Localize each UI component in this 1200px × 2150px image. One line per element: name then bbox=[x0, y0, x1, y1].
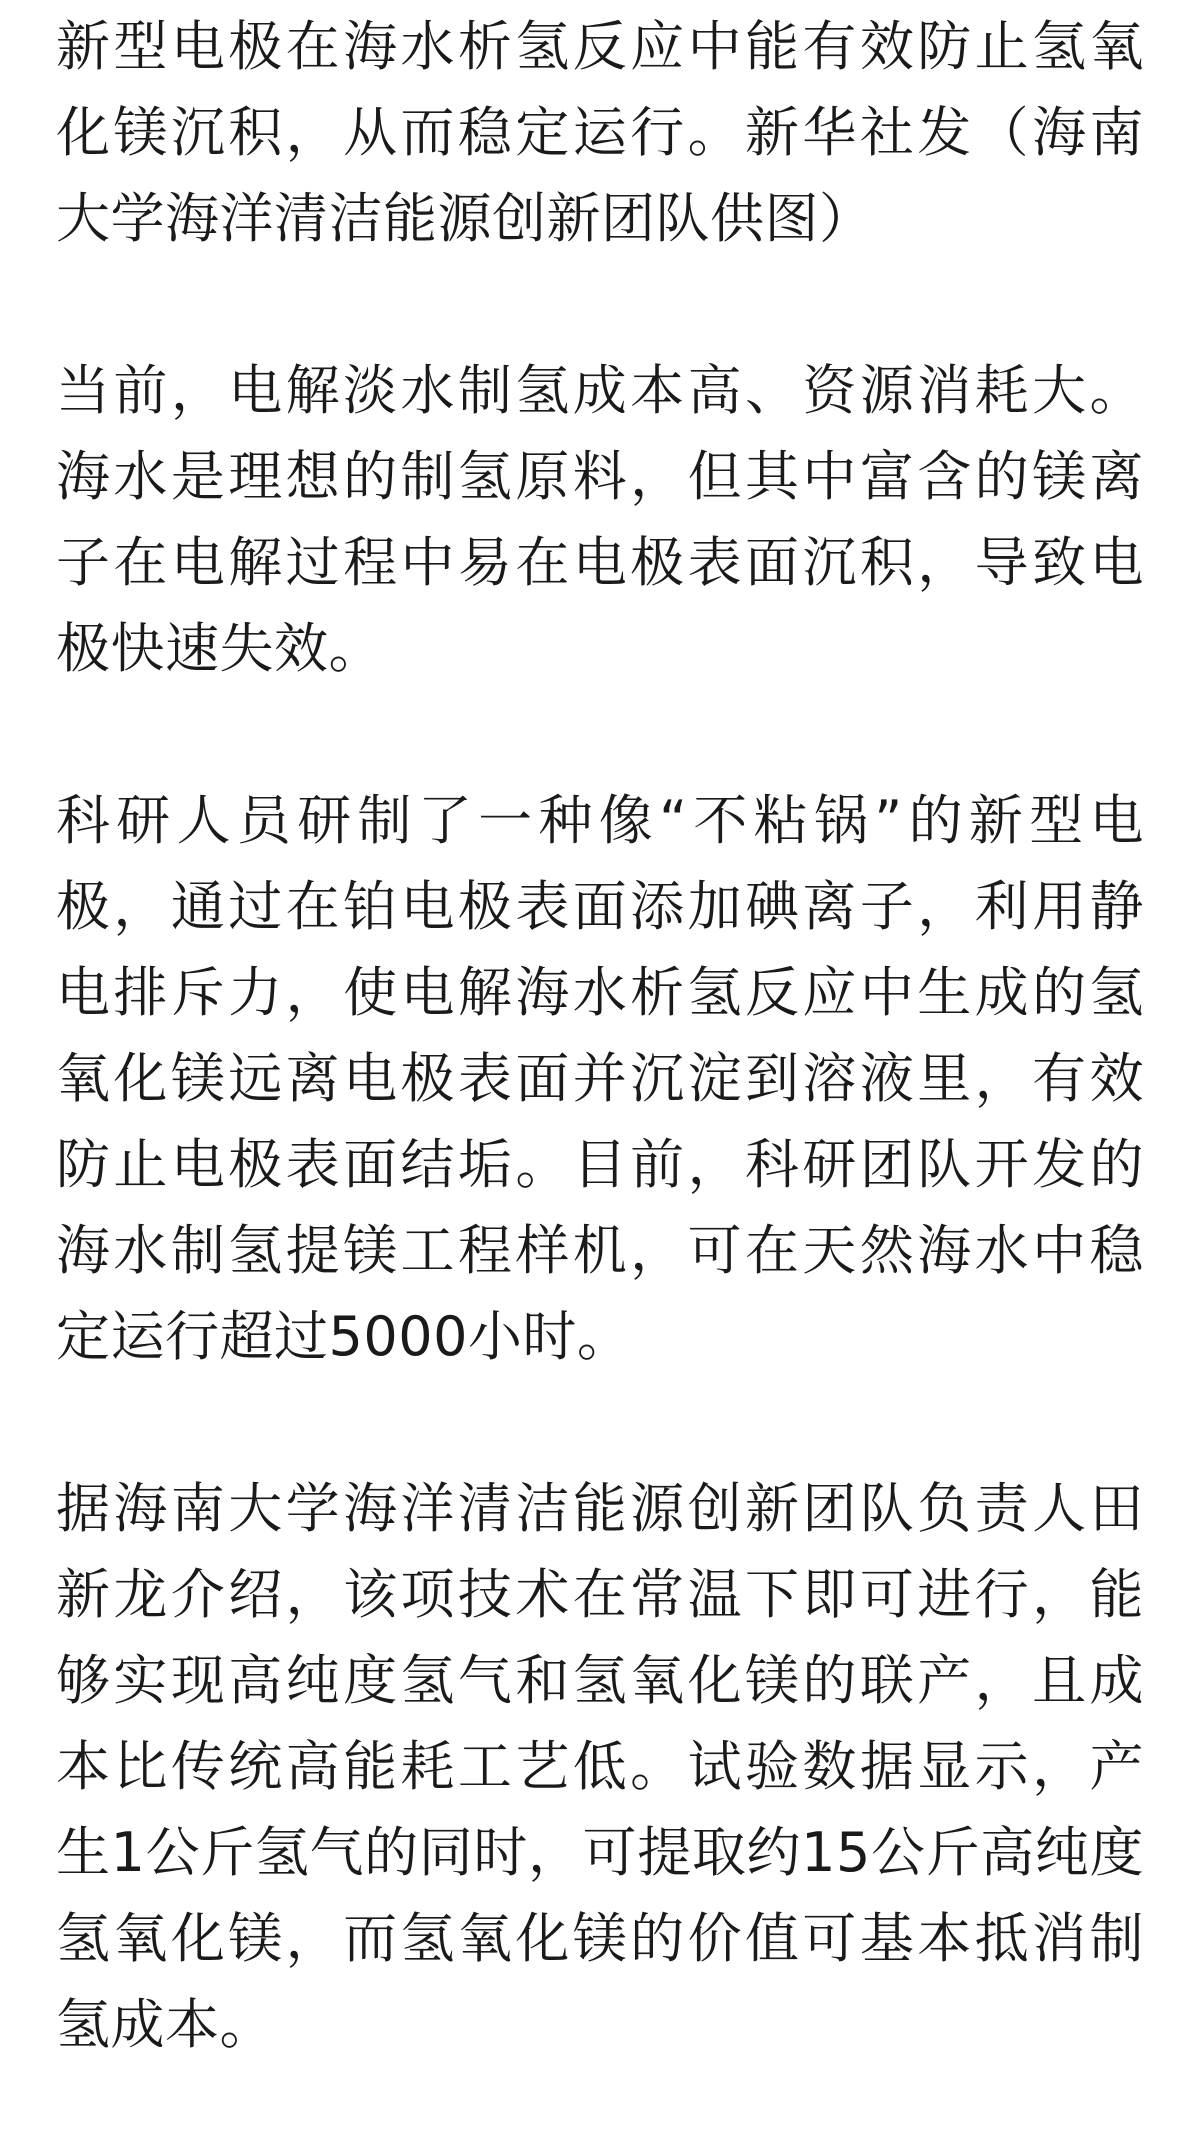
paragraph-3: 据海南大学海洋清洁能源创新团队负责人田新龙介绍，该项技术在常温下即可进行，能够实现高纯度氢气和氢氧化镁的联产，且成本比传统高能耗工艺低。试验数据显示，产生1公斤氢气的同时，可提取约15公斤高纯度氢氧化镁，而氢氧化镁的价值可基本抵消制氢成本。 bbox=[56, 1477, 1144, 2056]
paragraph-2: 科研人员研制了一种像“不粘锅”的新型电极，通过在铂电极表面添加碘离子，利用静电排斥力，使电解海水析氢反应中生成的氢氧化镁远离电极表面并沉淀到溶液里，有效防止电极表面结垢。目前，科研团队开发的海水制氢提镁工程样机，可在天然海水中稳定运行超过5000小时。 bbox=[56, 789, 1144, 1368]
paragraph-1: 当前，电解淡水制氢成本高、资源消耗大。海水是理想的制氢原料，但其中富含的镁离子在电解过程中易在电极表面沉积，导致电极快速失效。 bbox=[56, 359, 1144, 680]
image-caption: 新型电极在海水析氢反应中能有效防止氢氧化镁沉积，从而稳定运行。新华社发（海南大学海洋清洁能源创新团队供图） bbox=[56, 15, 1144, 250]
